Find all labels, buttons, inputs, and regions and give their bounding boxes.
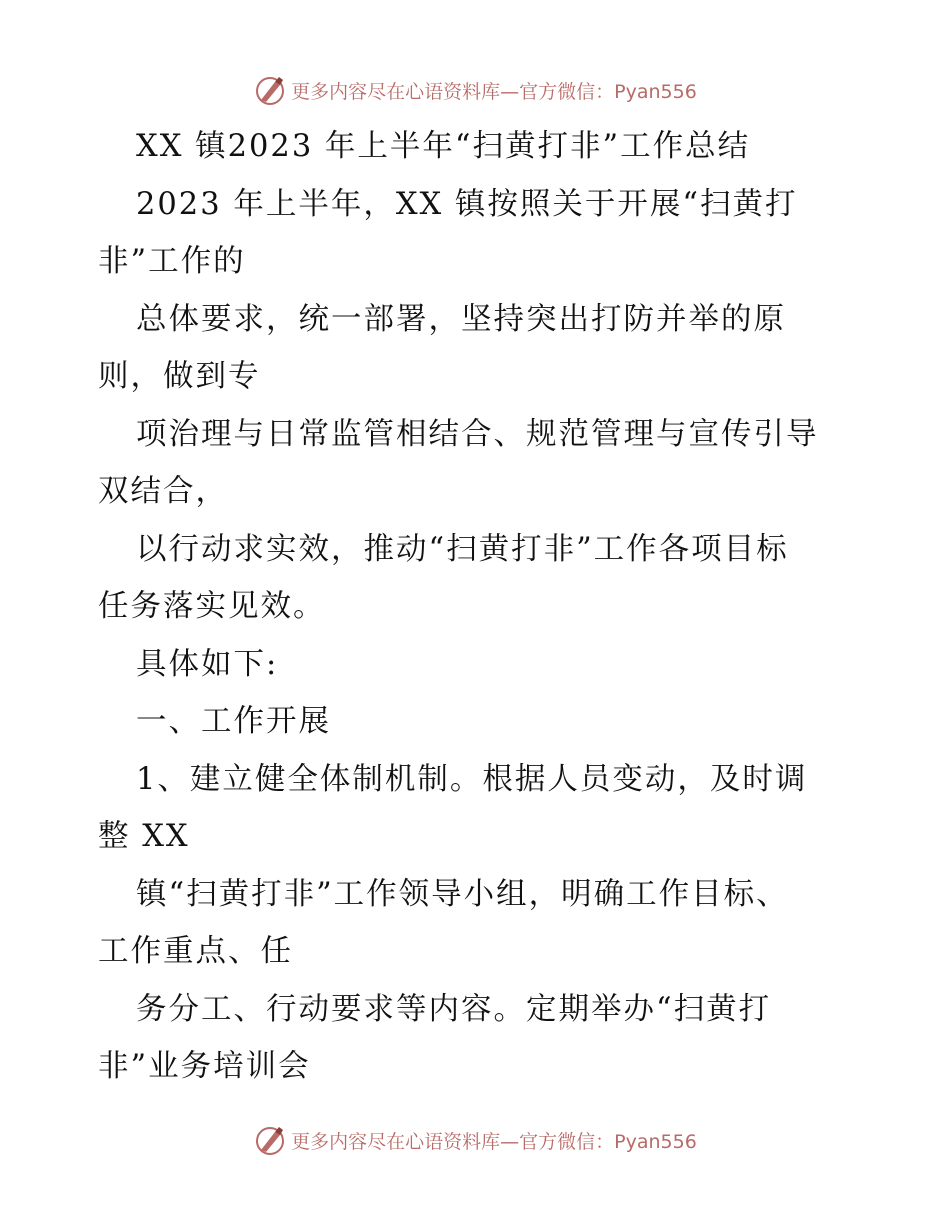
text-line: 工作重点、任 (98, 934, 293, 969)
text-line: 双结合， (98, 474, 228, 509)
text-line: 则，做到专 (98, 359, 261, 394)
text-line: 项治理与日常监管相结合、规范管理与宣传引导 (136, 416, 819, 452)
document-body (98, 118, 868, 1096)
header-watermark (0, 70, 950, 110)
text-line: 务分工、行动要求等内容。定期举办“扫黄打 (136, 991, 772, 1027)
text-line: 1、建立健全体制机制。根据人员变动，及时调 (136, 761, 808, 797)
text-line: 一、工作开展 (136, 704, 331, 739)
watermark-text: 更多内容尽在心语资料库—官方微信：Pyan556 (291, 80, 697, 103)
text-line: 任务落实见效。 (98, 589, 326, 624)
footer-watermark (0, 1120, 950, 1160)
pen-logo-icon (253, 1123, 287, 1157)
watermark-text: 更多内容尽在心语资料库—官方微信：Pyan556 (291, 1130, 697, 1153)
text-line: 具体如下: (136, 646, 279, 682)
text-line: 2023 年上半年，XX 镇按照关于开展“扫黄打 (136, 186, 798, 222)
text-line: 非”工作的 (98, 244, 246, 279)
text-line: 总体要求，统一部署，坚持突出打防并举的原 (136, 301, 786, 337)
text-line: 镇“扫黄打非”工作领导小组，明确工作目标、 (136, 876, 789, 912)
text-line: 以行动求实效，推动“扫黄打非”工作各项目标 (136, 531, 789, 567)
text-line: 非”业务培训会 (98, 1049, 311, 1084)
text-line: XX 镇2023 年上半年“扫黄打非”工作总结 (136, 129, 751, 164)
text-line: 整 XX (98, 819, 190, 854)
pen-logo-icon (253, 73, 287, 107)
